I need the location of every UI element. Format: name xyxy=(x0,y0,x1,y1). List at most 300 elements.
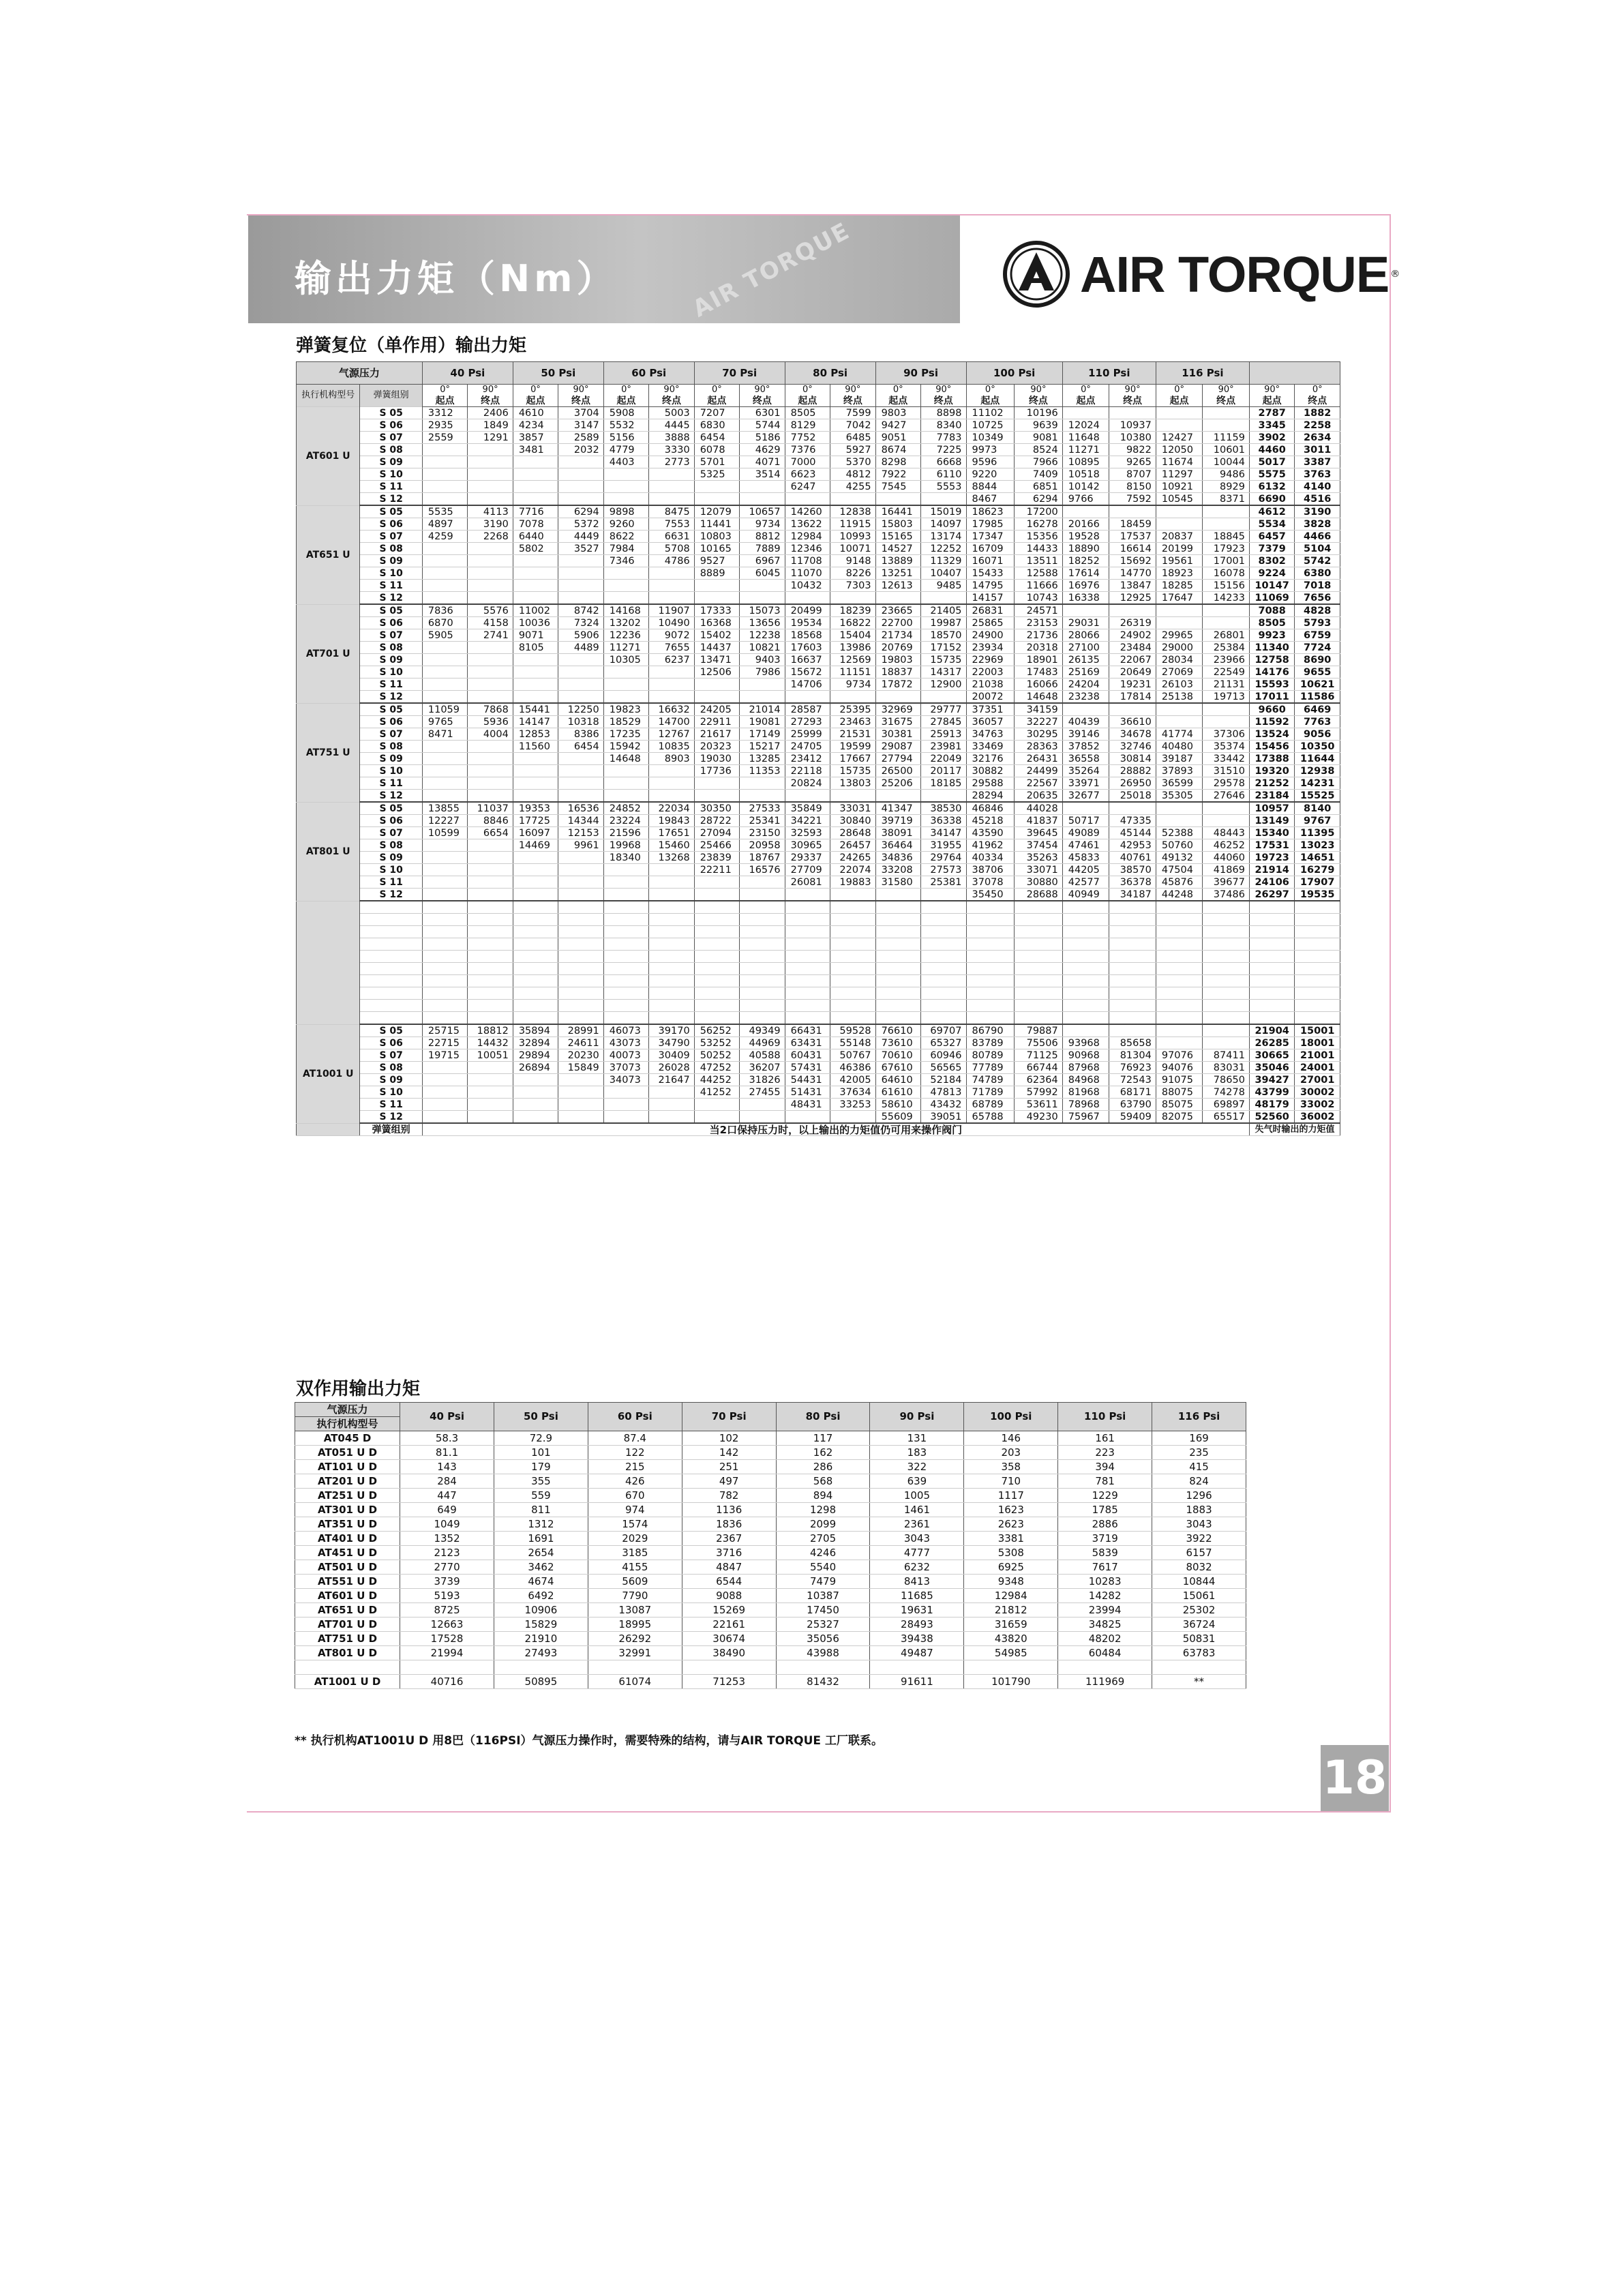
torque-value-cell: 9224 xyxy=(1249,567,1294,580)
table-row xyxy=(297,777,1340,790)
torque-value-cell xyxy=(558,456,603,468)
torque-value-cell xyxy=(649,691,694,704)
blank-cell xyxy=(830,901,875,914)
torque-value-cell xyxy=(558,679,603,691)
torque-value-cell: 19561 xyxy=(1156,555,1203,567)
torque-value-cell xyxy=(649,876,694,889)
blank-cell xyxy=(468,901,513,914)
torque-value-cell xyxy=(468,543,513,555)
torque-value-cell: 3763 xyxy=(1295,468,1340,481)
torque-value-cell: 15525 xyxy=(1295,790,1340,803)
torque-value-cell xyxy=(558,753,603,765)
torque-value-cell: 28363 xyxy=(1015,741,1063,753)
torque-value-cell: 122 xyxy=(588,1446,682,1460)
torque-value-cell: 26081 xyxy=(785,876,830,889)
torque-value-cell: 14176 xyxy=(1249,666,1294,679)
torque-value-cell: 14260 xyxy=(785,505,830,518)
torque-value-cell: 6237 xyxy=(649,654,694,666)
torque-value-cell: 2705 xyxy=(776,1532,870,1546)
torque-value-cell: 17388 xyxy=(1249,753,1294,765)
torque-value-cell xyxy=(422,493,467,506)
torque-value-cell: 23665 xyxy=(875,604,920,617)
torque-value-cell: 22003 xyxy=(966,666,1015,679)
torque-value-cell: 22549 xyxy=(1203,666,1250,679)
torque-value-cell xyxy=(422,592,467,605)
torque-value-cell xyxy=(513,852,558,864)
torque-value-cell: 8505 xyxy=(785,407,830,419)
torque-value-cell: 37486 xyxy=(1203,889,1250,901)
torque-value-cell: 21736 xyxy=(1015,629,1063,642)
torque-value-cell: 7986 xyxy=(740,666,785,679)
torque-value-cell: 7078 xyxy=(513,518,558,531)
torque-value-cell: 50717 xyxy=(1062,815,1109,827)
torque-value-cell: 17200 xyxy=(1015,505,1063,518)
torque-value-cell: 35264 xyxy=(1062,765,1109,777)
torque-value-cell xyxy=(875,493,920,506)
torque-value-cell: 6157 xyxy=(1152,1546,1246,1560)
blank-cell xyxy=(603,1000,648,1012)
torque-value-cell: 9051 xyxy=(875,432,920,444)
torque-value-cell: 44028 xyxy=(1015,802,1063,815)
torque-value-cell: 28688 xyxy=(1015,889,1063,901)
torque-value-cell: 8105 xyxy=(513,642,558,654)
torque-value-cell: 7324 xyxy=(558,617,603,629)
torque-value-cell xyxy=(468,691,513,704)
torque-value-cell: 30002 xyxy=(1295,1086,1340,1099)
torque-value-cell: 10601 xyxy=(1203,444,1250,456)
torque-value-cell: 8812 xyxy=(740,531,785,543)
blank-cell xyxy=(921,938,966,951)
torque-value-cell: 38530 xyxy=(921,802,966,815)
torque-value-cell: 29965 xyxy=(1156,629,1203,642)
torque-value-cell: 30409 xyxy=(649,1049,694,1062)
blank-cell xyxy=(468,914,513,926)
torque-value-cell: 19715 xyxy=(422,1049,467,1062)
torque-value-cell: 27845 xyxy=(921,716,966,728)
torque-value-cell: 33002 xyxy=(1295,1099,1340,1111)
torque-value-cell xyxy=(649,1111,694,1124)
blank-cell xyxy=(1062,938,1109,951)
torque-value-cell: 7545 xyxy=(875,481,920,493)
torque-value-cell xyxy=(558,1099,603,1111)
torque-value-cell: 29777 xyxy=(921,703,966,716)
torque-value-cell: 65327 xyxy=(921,1037,966,1049)
table-row xyxy=(297,629,1340,642)
torque-value-cell: 8505 xyxy=(1249,617,1294,629)
torque-value-cell: 55609 xyxy=(875,1111,920,1124)
torque-value-cell: 13285 xyxy=(740,753,785,765)
torque-value-cell: 65517 xyxy=(1203,1111,1250,1124)
torque-value-cell: 23238 xyxy=(1062,691,1109,704)
torque-value-cell: 18001 xyxy=(1295,1037,1340,1049)
torque-value-cell: 22567 xyxy=(1015,777,1063,790)
torque-value-cell xyxy=(603,481,648,493)
angle-start-header: 0° xyxy=(422,385,467,396)
torque-value-cell: 7207 xyxy=(694,407,739,419)
torque-value-cell: 12050 xyxy=(1156,444,1203,456)
torque-value-cell: 26457 xyxy=(830,839,875,852)
torque-value-cell: 29764 xyxy=(921,852,966,864)
torque-value-cell: 10957 xyxy=(1249,802,1294,815)
spring-set-cell: S 10 xyxy=(360,468,422,481)
spring-set-cell: S 07 xyxy=(360,728,422,741)
torque-value-cell: 18285 xyxy=(1156,580,1203,592)
spring-set-cell: S 06 xyxy=(360,617,422,629)
torque-value-cell: 1691 xyxy=(494,1532,588,1546)
table-row xyxy=(297,419,1340,432)
torque-value-cell xyxy=(1156,617,1203,629)
torque-value-cell: 183 xyxy=(870,1446,964,1460)
table-footer-row xyxy=(297,1123,1340,1136)
torque-value-cell: 497 xyxy=(682,1474,776,1489)
table-row xyxy=(297,617,1340,629)
torque-value-cell: 15001 xyxy=(1295,1024,1340,1037)
torque-value-cell: 5575 xyxy=(1249,468,1294,481)
torque-value-cell xyxy=(740,1099,785,1111)
torque-value-cell: 14147 xyxy=(513,716,558,728)
torque-value-cell xyxy=(558,1086,603,1099)
torque-value-cell: 57431 xyxy=(785,1062,830,1074)
blank-cell xyxy=(1015,987,1063,1000)
torque-value-cell: 5325 xyxy=(694,468,739,481)
torque-value-cell xyxy=(603,765,648,777)
blank-cell xyxy=(740,938,785,951)
torque-value-cell: 102 xyxy=(682,1431,776,1446)
blank-cell xyxy=(1015,1012,1063,1025)
torque-value-cell: 11353 xyxy=(740,765,785,777)
torque-value-cell: 16632 xyxy=(649,703,694,716)
actuator-model-cell: AT351 U D xyxy=(295,1517,400,1532)
torque-value-cell xyxy=(830,790,875,803)
torque-value-cell: 3185 xyxy=(588,1546,682,1560)
torque-value-cell: 76923 xyxy=(1109,1062,1156,1074)
torque-value-cell xyxy=(694,592,739,605)
torque-value-cell: 40439 xyxy=(1062,716,1109,728)
actuator-model-cell: AT045 D xyxy=(295,1431,400,1446)
torque-value-cell: 3828 xyxy=(1295,518,1340,531)
torque-value-cell: 97076 xyxy=(1156,1049,1203,1062)
torque-value-cell: 19723 xyxy=(1249,852,1294,864)
torque-value-cell: 21734 xyxy=(875,629,920,642)
torque-value-cell xyxy=(603,580,648,592)
torque-value-cell: 23934 xyxy=(966,642,1015,654)
blank-cell xyxy=(422,926,467,938)
torque-value-cell: 9734 xyxy=(830,679,875,691)
spring-set-cell: S 12 xyxy=(360,691,422,704)
pressure-header: 80 Psi xyxy=(776,1403,870,1431)
torque-value-cell: 39146 xyxy=(1062,728,1109,741)
double-acting-title: 双作用输出力矩 xyxy=(296,1379,421,1399)
torque-value-cell: 32677 xyxy=(1062,790,1109,803)
torque-value-cell: 32227 xyxy=(1015,716,1063,728)
torque-value-cell: 37634 xyxy=(830,1086,875,1099)
blank-cell xyxy=(1295,963,1340,975)
torque-value-cell: 17235 xyxy=(603,728,648,741)
torque-value-cell xyxy=(603,592,648,605)
torque-value-cell xyxy=(558,481,603,493)
blank-cell xyxy=(785,987,830,1000)
torque-value-cell: 2123 xyxy=(400,1546,494,1560)
spring-set-cell: S 10 xyxy=(360,1086,422,1099)
torque-value-cell: 75967 xyxy=(1062,1111,1109,1124)
torque-value-cell: 10725 xyxy=(966,419,1015,432)
torque-value-cell: 87411 xyxy=(1203,1049,1250,1062)
torque-value-cell: 26894 xyxy=(513,1062,558,1074)
torque-value-cell: 9923 xyxy=(1249,629,1294,642)
angle-end-header: 90° xyxy=(740,385,785,396)
torque-value-cell: 90968 xyxy=(1062,1049,1109,1062)
torque-value-cell xyxy=(422,852,467,864)
torque-value-cell: 21001 xyxy=(1295,1049,1340,1062)
start-label: 起点 xyxy=(1156,396,1203,407)
torque-value-cell: 1623 xyxy=(964,1503,1058,1517)
torque-value-cell xyxy=(875,790,920,803)
torque-value-cell: 9071 xyxy=(513,629,558,642)
torque-value-cell: 82075 xyxy=(1156,1111,1203,1124)
torque-value-cell: 32991 xyxy=(588,1646,682,1660)
torque-value-cell: 7617 xyxy=(1058,1560,1152,1575)
start-label: 起点 xyxy=(513,396,558,407)
torque-value-cell: 5708 xyxy=(649,543,694,555)
torque-value-cell: 22715 xyxy=(422,1037,467,1049)
header-row-angle xyxy=(297,385,1340,396)
torque-value-cell: 4786 xyxy=(649,555,694,567)
torque-value-cell: 81968 xyxy=(1062,1086,1109,1099)
torque-value-cell: 33442 xyxy=(1203,753,1250,765)
torque-value-cell: 12427 xyxy=(1156,432,1203,444)
blank-cell xyxy=(964,1660,1058,1675)
blank-cell xyxy=(921,1000,966,1012)
blank-cell xyxy=(830,951,875,963)
actuator-model-cell: AT801 U xyxy=(297,802,360,901)
torque-value-cell: 3190 xyxy=(1295,505,1340,518)
torque-value-cell: 24204 xyxy=(1062,679,1109,691)
torque-value-cell: 5186 xyxy=(740,432,785,444)
torque-value-cell: 3330 xyxy=(649,444,694,456)
torque-value-cell: 4460 xyxy=(1249,444,1294,456)
torque-value-cell: 12236 xyxy=(603,629,648,642)
torque-value-cell xyxy=(603,493,648,506)
torque-value-cell: 20230 xyxy=(558,1049,603,1062)
torque-value-cell: 35374 xyxy=(1203,741,1250,753)
torque-value-cell xyxy=(468,481,513,493)
spring-set-cell: S 11 xyxy=(360,580,422,592)
blank-cell xyxy=(360,963,422,975)
torque-value-cell: 80789 xyxy=(966,1049,1015,1062)
end-label: 终点 xyxy=(1295,396,1340,407)
torque-value-cell: 3381 xyxy=(964,1532,1058,1546)
blank-cell xyxy=(360,987,422,1000)
torque-value-cell: 60946 xyxy=(921,1049,966,1062)
blank-cell xyxy=(694,901,739,914)
torque-value-cell: 20769 xyxy=(875,642,920,654)
torque-value-cell xyxy=(649,889,694,901)
table-row xyxy=(295,1632,1246,1646)
torque-value-cell xyxy=(921,790,966,803)
torque-value-cell: 13087 xyxy=(588,1603,682,1617)
torque-value-cell: 46846 xyxy=(966,802,1015,815)
torque-value-cell: 32746 xyxy=(1109,741,1156,753)
torque-value-cell: 11674 xyxy=(1156,456,1203,468)
torque-value-cell: 35056 xyxy=(776,1632,870,1646)
blank-cell xyxy=(1203,987,1250,1000)
torque-value-cell: 13023 xyxy=(1295,839,1340,852)
spring-set-cell: S 09 xyxy=(360,1074,422,1086)
blank-cell xyxy=(422,938,467,951)
torque-value-cell: 30295 xyxy=(1015,728,1063,741)
torque-value-cell: 18239 xyxy=(830,604,875,617)
torque-value-cell: 7716 xyxy=(513,505,558,518)
blank-cell xyxy=(740,1000,785,1012)
spring-return-torque-table xyxy=(296,361,1340,1136)
torque-value-cell: 11708 xyxy=(785,555,830,567)
actuator-model-header: 执行机构型号 xyxy=(297,385,360,407)
torque-value-cell: 33253 xyxy=(830,1099,875,1111)
blank-cell xyxy=(603,951,648,963)
torque-value-cell xyxy=(1156,505,1203,518)
torque-value-cell: 1136 xyxy=(682,1503,776,1517)
torque-value-cell: 16071 xyxy=(966,555,1015,567)
torque-value-cell xyxy=(649,1099,694,1111)
torque-value-cell: 43590 xyxy=(966,827,1015,839)
torque-value-cell: 39187 xyxy=(1156,753,1203,765)
torque-value-cell: 17537 xyxy=(1109,531,1156,543)
spring-set-cell: S 12 xyxy=(360,889,422,901)
torque-value-cell: 15061 xyxy=(1152,1589,1246,1603)
table-row xyxy=(295,1474,1246,1489)
torque-value-cell: 4777 xyxy=(870,1546,964,1560)
table-row xyxy=(295,1560,1246,1575)
torque-value-cell: 142 xyxy=(682,1446,776,1460)
torque-value-cell: 41962 xyxy=(966,839,1015,852)
torque-value-cell: 17001 xyxy=(1203,555,1250,567)
torque-value-cell: 36207 xyxy=(740,1062,785,1074)
header-row-pressure xyxy=(295,1403,1246,1417)
torque-value-cell: 6132 xyxy=(1249,481,1294,493)
torque-value-cell: 48443 xyxy=(1203,827,1250,839)
end-label: 终点 xyxy=(830,396,875,407)
blank-cell xyxy=(513,901,558,914)
blank-row xyxy=(297,914,1340,926)
torque-value-cell: 12250 xyxy=(558,703,603,716)
torque-value-cell xyxy=(649,777,694,790)
torque-value-cell: 15433 xyxy=(966,567,1015,580)
torque-value-cell: 21617 xyxy=(694,728,739,741)
torque-value-cell: 30814 xyxy=(1109,753,1156,765)
page-frame-bottom xyxy=(247,1811,1391,1813)
torque-value-cell: 8889 xyxy=(694,567,739,580)
torque-value-cell xyxy=(1203,716,1250,728)
torque-value-cell: 4489 xyxy=(558,642,603,654)
torque-value-cell: 14795 xyxy=(966,580,1015,592)
table-row xyxy=(295,1460,1246,1474)
torque-value-cell: 19353 xyxy=(513,802,558,815)
torque-value-cell: 4004 xyxy=(468,728,513,741)
torque-value-cell: 6851 xyxy=(1015,481,1063,493)
torque-value-cell: 19599 xyxy=(830,741,875,753)
pressure-header: 100 Psi xyxy=(966,362,1062,385)
torque-value-cell: 29578 xyxy=(1203,777,1250,790)
blank-cell xyxy=(1015,951,1063,963)
torque-value-cell: 31510 xyxy=(1203,765,1250,777)
table-row xyxy=(297,468,1340,481)
torque-value-cell: 10196 xyxy=(1015,407,1063,419)
torque-value-cell: 13986 xyxy=(830,642,875,654)
torque-value-cell: 20318 xyxy=(1015,642,1063,654)
torque-value-cell: 19081 xyxy=(740,716,785,728)
torque-value-cell: 9655 xyxy=(1295,666,1340,679)
torque-value-cell: 22067 xyxy=(1109,654,1156,666)
torque-value-cell: 9734 xyxy=(740,518,785,531)
torque-value-cell: 16709 xyxy=(966,543,1015,555)
table-row xyxy=(297,580,1340,592)
torque-value-cell: 2654 xyxy=(494,1546,588,1560)
torque-value-cell xyxy=(1156,815,1203,827)
blank-cell xyxy=(1015,914,1063,926)
torque-value-cell xyxy=(603,889,648,901)
blank-cell xyxy=(422,987,467,1000)
torque-value-cell: 88075 xyxy=(1156,1086,1203,1099)
torque-value-cell: 68789 xyxy=(966,1099,1015,1111)
torque-value-cell: 6440 xyxy=(513,531,558,543)
torque-value-cell: 15942 xyxy=(603,741,648,753)
torque-value-cell: 2787 xyxy=(1249,407,1294,419)
blank-cell xyxy=(603,926,648,938)
blank-cell xyxy=(513,987,558,1000)
torque-value-cell: 24106 xyxy=(1249,876,1294,889)
blank-cell xyxy=(1109,938,1156,951)
torque-value-cell: 25341 xyxy=(740,815,785,827)
torque-value-cell: 22161 xyxy=(682,1617,776,1632)
torque-value-cell xyxy=(1156,419,1203,432)
actuator-model-cell: AT451 U D xyxy=(295,1546,400,1560)
torque-value-cell: 4897 xyxy=(422,518,467,531)
torque-value-cell: 93968 xyxy=(1062,1037,1109,1049)
torque-value-cell xyxy=(422,481,467,493)
torque-value-cell xyxy=(513,666,558,679)
torque-value-cell: 1836 xyxy=(682,1517,776,1532)
torque-value-cell: 29588 xyxy=(966,777,1015,790)
torque-value-cell: 11271 xyxy=(1062,444,1109,456)
blank-cell xyxy=(1249,951,1294,963)
blank-cell xyxy=(785,975,830,987)
torque-value-cell: 17603 xyxy=(785,642,830,654)
blank-row xyxy=(297,1000,1340,1012)
start-label: 起点 xyxy=(875,396,920,407)
start-label: 起点 xyxy=(785,396,830,407)
torque-value-cell xyxy=(1156,407,1203,419)
blank-cell xyxy=(400,1660,494,1675)
torque-value-cell: 9822 xyxy=(1109,444,1156,456)
torque-value-cell: 35046 xyxy=(1249,1062,1294,1074)
torque-value-cell: 37454 xyxy=(1015,839,1063,852)
blank-cell xyxy=(830,975,875,987)
torque-value-cell: 7303 xyxy=(830,580,875,592)
torque-value-cell: 7655 xyxy=(649,642,694,654)
torque-value-cell: 20837 xyxy=(1156,531,1203,543)
torque-value-cell: 10545 xyxy=(1156,493,1203,506)
blank-cell xyxy=(830,987,875,1000)
air-pressure-header: 气源压力 xyxy=(295,1403,400,1417)
blank-cell xyxy=(468,1012,513,1025)
torque-value-cell: 12900 xyxy=(921,679,966,691)
torque-value-cell: 26801 xyxy=(1203,629,1250,642)
torque-value-cell: 8032 xyxy=(1152,1560,1246,1575)
torque-value-cell: 1352 xyxy=(400,1532,494,1546)
torque-value-cell: 782 xyxy=(682,1489,776,1503)
end-label: 终点 xyxy=(1203,396,1250,407)
torque-value-cell: 34159 xyxy=(1015,703,1063,716)
